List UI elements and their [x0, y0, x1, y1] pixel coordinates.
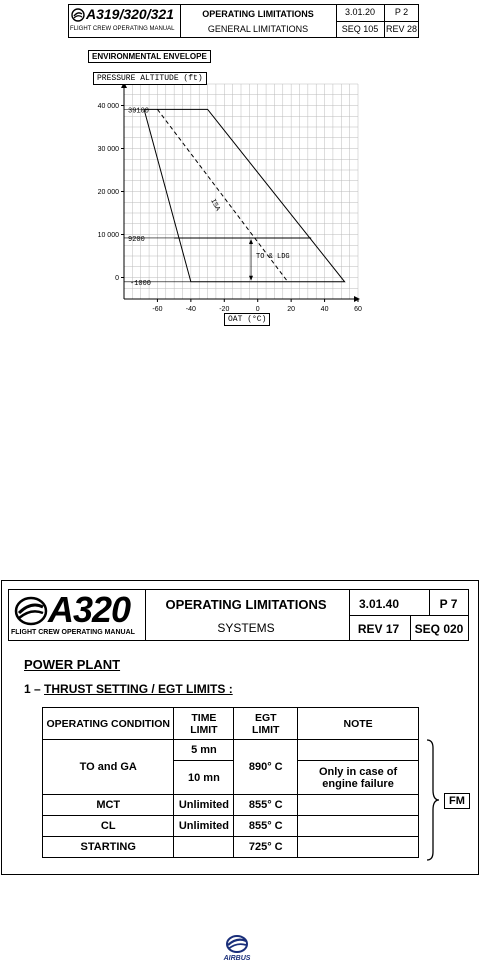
page2-title: OPERATING LIMITATIONS	[165, 597, 327, 612]
page1-page-number: P 2	[394, 7, 409, 17]
cell-condition-to-ga: TO and GA	[43, 740, 174, 795]
page2-page-number: P 7	[439, 597, 458, 611]
cell-egt-mct: 855° C	[234, 795, 298, 816]
page1-section-title: ENVIRONMENTAL ENVELOPE	[88, 50, 211, 63]
cell-time-cl: Unlimited	[174, 816, 234, 837]
x-tick-label: -20	[219, 306, 230, 313]
cell-time-starting	[174, 837, 234, 858]
cell-condition-mct: MCT	[43, 795, 174, 816]
cell-egt-cl: 855° C	[234, 816, 298, 837]
header-egt-limit: EGT LIMIT	[234, 708, 298, 740]
cell-egt-to-ga: 890° C	[234, 740, 298, 795]
page2-brand: A320	[48, 589, 131, 630]
cell-note-starting	[298, 837, 419, 858]
annotation-isa: ISA	[208, 197, 222, 213]
page1-title: OPERATING LIMITATIONS	[202, 9, 314, 19]
subsection-title: THRUST SETTING / EGT LIMITS :	[44, 682, 233, 696]
cell-note-empty	[298, 740, 419, 761]
page2-subsection-heading	[24, 682, 233, 696]
annotation-9200: 9200	[128, 235, 145, 244]
y-tick-label: 0	[115, 275, 119, 282]
header-time-limit: TIME LIMIT	[174, 708, 234, 740]
page2-rev: REV 17	[357, 622, 400, 636]
page1-brand: A319/320/321	[86, 6, 174, 22]
cell-note-to-ga: Only in case of engine failure	[298, 761, 419, 795]
x-tick-label: -60	[152, 306, 163, 313]
fm-label: FM	[444, 793, 470, 809]
cell-time-to-ga-b: 10 mn	[174, 761, 234, 795]
table-row	[43, 816, 419, 837]
y-tick-label: 40 000	[97, 103, 119, 110]
x-tick-label: 20	[287, 306, 296, 313]
page2-manual-name: FLIGHT CREW OPERATING MANUAL	[11, 629, 135, 636]
airbus-logo-icon	[71, 8, 85, 22]
page1-subtitle: GENERAL LIMITATIONS	[207, 24, 309, 34]
header-note: NOTE	[298, 708, 419, 740]
y-tick-label: 30 000	[97, 146, 119, 153]
cell-time-to-ga-a: 5 mn	[174, 740, 234, 761]
x-tick-label: -40	[185, 306, 196, 313]
x-tick-label: 40	[320, 306, 329, 313]
page1-manual-name: FLIGHT CREW OPERATING MANUAL	[70, 26, 175, 32]
table-header-row	[43, 708, 419, 740]
annotation-to-ldg: TO & LDG	[256, 253, 290, 262]
airbus-logo-icon	[14, 596, 48, 626]
chart-y-axis-label: PRESSURE ALTITUDE (ft)	[93, 72, 207, 85]
x-tick-label: 60	[354, 306, 362, 313]
table-row	[43, 740, 419, 761]
page2-subtitle: SYSTEMS	[217, 621, 275, 635]
chart-x-axis-label: OAT (°C)	[224, 313, 270, 326]
page1-rev: REV 28	[385, 24, 418, 34]
airbus-footer-logo-text: AIRBUS	[223, 955, 251, 962]
to-ldg-arrowhead-top	[249, 239, 253, 244]
subsection-number: 1 –	[24, 682, 41, 696]
page2-seq: SEQ 020	[414, 622, 464, 636]
page2-section-title: POWER PLANT	[24, 657, 121, 672]
table-row	[43, 795, 419, 816]
page1-ref: 3.01.20	[344, 7, 376, 17]
fm-bracket	[425, 738, 445, 862]
thrust-egt-limits-table	[42, 707, 419, 858]
header-operating-condition: OPERATING CONDITION	[43, 708, 174, 740]
x-axis-arrow	[354, 296, 360, 302]
annotation-39100: 39100	[128, 107, 150, 116]
cell-condition-starting: STARTING	[43, 837, 174, 858]
cell-condition-cl: CL	[43, 816, 174, 837]
annotation-minus-1000: -1000	[130, 279, 152, 288]
page1-seq: SEQ 105	[341, 24, 379, 34]
cell-note-mct	[298, 795, 419, 816]
y-tick-label: 10 000	[97, 232, 119, 239]
to-ldg-arrowhead-bottom	[249, 276, 253, 281]
cell-time-mct: Unlimited	[174, 795, 234, 816]
environmental-envelope-chart	[0, 60, 481, 340]
x-tick-label: 0	[255, 306, 260, 313]
cell-egt-starting: 725° C	[234, 837, 298, 858]
table-row	[43, 837, 419, 858]
airbus-footer-logo-icon	[225, 934, 249, 954]
cell-note-cl	[298, 816, 419, 837]
y-tick-label: 20 000	[97, 189, 119, 196]
page2-ref: 3.01.40	[358, 597, 400, 611]
